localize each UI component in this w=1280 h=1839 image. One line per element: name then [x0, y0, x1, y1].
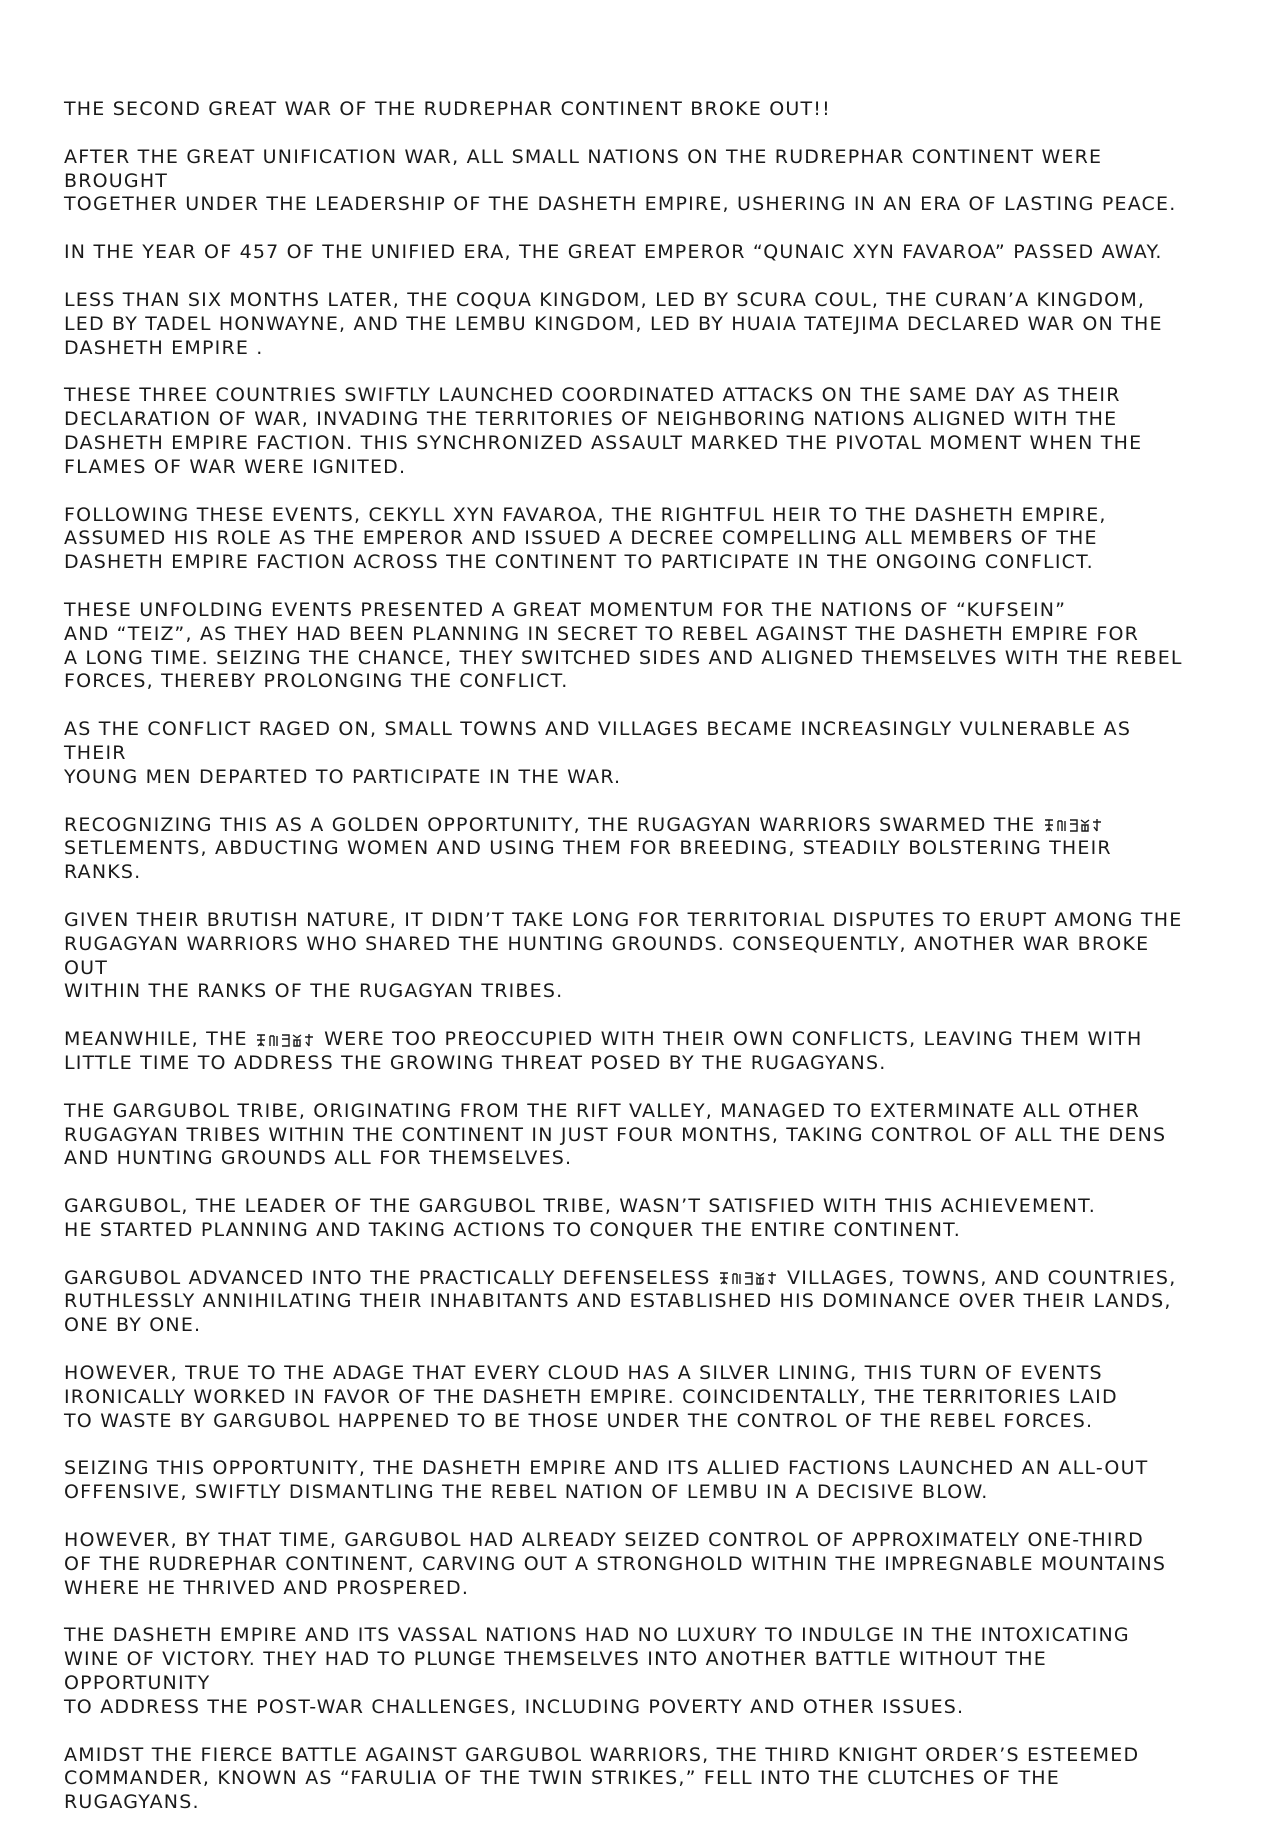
paragraph-9-end: SETLEMENTS, ABDUCTING WOMEN AND USING THEM FOR BREEDING, STEADILY BOLSTERING THEIR RANKS. [64, 837, 1112, 884]
fictional-script-glyph-icon [1043, 814, 1105, 838]
paragraph-19: AMIDST THE FIERCE BATTLE AGAINST GARGUBOL WARRIORS, THE THIRD KNIGHT ORDER’S ESTEEMED COMMANDER, KNOWN AS “FARULIA OF THE TWIN STRIKES,” FELL INTO THE CLUTCHES OF THE RUGAGYANS. [64, 1743, 1140, 1814]
paragraph-7: THESE UNFOLDING EVENTS PRESENTED A GREAT MOMENTUM FOR THE NATIONS OF “KUFSEIN” AND “TEIZ”, AS THEY HAD BEEN PLANNING IN SECRET TO REBEL AGAINST THE DASHETH EMPIRE FOR A LONG TIME. SEIZING THE CHANCE, THEY SWITCHED SIDES AND ALIGNED THEMSELVES WITH THE REBEL FORCES, THEREBY PROLONGING THE CONFLICT. [64, 598, 1183, 693]
paragraph-1: THE SECOND GREAT WAR OF THE RUDREPHAR CONTINENT BROKE OUT!! [64, 98, 831, 120]
paragraph-12: THE GARGUBOL TRIBE, ORIGINATING FROM THE RIFT VALLEY, MANAGED TO EXTERMINATE ALL OTHER RUGAGYAN TRIBES WITHIN THE CONTINENT IN JUST FOUR MONTHS, TAKING CONTROL OF ALL THE DENS AND HUNTING GROUNDS ALL FOR THEMSELVES. [64, 1099, 1167, 1170]
paragraph-4: LESS THAN SIX MONTHS LATER, THE COQUA KINGDOM, LED BY SCURA COUL, THE CURAN’A KINGDOM, LED BY TADEL HONWAYNE, AND THE LEMBU KINGDOM, LED BY HUAIA TATEJIMA DECLARED WAR ON THE DASHETH EMPIRE . [64, 288, 1163, 359]
fictional-script-glyph-icon [255, 1028, 317, 1052]
paragraph-5: THESE THREE COUNTRIES SWIFTLY LAUNCHED COORDINATED ATTACKS ON THE SAME DAY AS THEIR DECLARATION OF WAR, INVADING THE TERRITORIES OF NEIGHBORING NATIONS ALIGNED WITH THE DASHETH EMPIRE FACTION. THIS SYNCHRONIZED ASSAULT MARKED THE PIVOTAL MOMENT WHEN THE FLAMES OF WAR WERE IGNITED. [64, 384, 1143, 478]
paragraph-9-start: RECOGNIZING THIS AS A GOLDEN OPPORTUNITY, THE RUGAGYAN WARRIORS SWARMED THE [64, 813, 1043, 836]
paragraph-17: HOWEVER, BY THAT TIME, GARGUBOL HAD ALREADY SEIZED CONTROL OF APPROXIMATELY ONE-THIRD OF THE RUDREPHAR CONTINENT, CARVING OUT A STRONGHOLD WITHIN THE IMPREGNABLE MOUNTAINS WHERE HE THRIVED AND PROSPERED. [64, 1529, 1167, 1599]
paragraph-8: AS THE CONFLICT RAGED ON, SMALL TOWNS AND VILLAGES BECAME INCREASINGLY VULNERABLE AS THEIR YOUNG MEN DEPARTED TO PARTICIPATE IN THE WAR. [64, 718, 1132, 788]
paragraph-11-end: WERE TOO PREOCCUPIED WITH THEIR OWN CONFLICTS, LEAVING THEM WITH LITTLE TIME TO ADDRESS THE GROWING THREAT POSED BY THE RUGAGYANS. [64, 1028, 1143, 1074]
paragraph-14 [64, 1267, 1194, 1338]
paragraph-16: SEIZING THIS OPPORTUNITY, THE DASHETH EMPIRE AND ITS ALLIED FACTIONS LAUNCHED AN ALL-OUT OFFENSIVE, SWIFTLY DISMANTLING THE REBEL NATION OF LEMBU IN A DECISIVE BLOW. [64, 1457, 1149, 1504]
paragraph-6: FOLLOWING THESE EVENTS, CEKYLL XYN FAVAROA, THE RIGHTFUL HEIR TO THE DASHETH EMPIRE, ASSUMED HIS ROLE AS THE EMPEROR AND ISSUED A DECREE COMPELLING ALL MEMBERS OF THE DASHETH EMPIRE FACTION ACROSS THE CONTINENT TO PARTICIPATE IN THE ONGOING CONFLICT. [64, 503, 1107, 574]
paragraph-2: AFTER THE GREAT UNIFICATION WAR, ALL SMALL NATIONS ON THE RUDREPHAR CONTINENT WERE BROUGHT TOGETHER UNDER THE LEADERSHIP OF THE DASHETH EMPIRE, USHERING IN AN ERA OF LASTING PEACE. [64, 145, 1177, 216]
story-text [64, 98, 1194, 1839]
paragraph-18: THE DASHETH EMPIRE AND ITS VASSAL NATIONS HAD NO LUXURY TO INDULGE IN THE INTOXICATING WINE OF VICTORY. THEY HAD TO PLUNGE THEMSELVES INTO ANOTHER BATTLE WITHOUT THE OPPORTUNITY TO ADDRESS THE POST-WAR CHALLENGES, INCLUDING POVERTY AND OTHER ISSUES. [64, 1624, 1130, 1718]
paragraph-14-start: GARGUBOL ADVANCED INTO THE PRACTICALLY DEFENSELESS [64, 1266, 718, 1289]
paragraph-11 [64, 1028, 1194, 1076]
paragraph-13: GARGUBOL, THE LEADER OF THE GARGUBOL TRIBE, WASN’T SATISFIED WITH THIS ACHIEVEMENT. HE STARTED PLANNING AND TAKING ACTIONS TO CONQUER THE ENTIRE CONTINENT. [64, 1195, 1096, 1241]
paragraph-11-start: MEANWHILE, THE [64, 1028, 255, 1051]
paragraph-10: GIVEN THEIR BRUTISH NATURE, IT DIDN’T TAKE LONG FOR TERRITORIAL DISPUTES TO ERUPT AMONG THE RUGAGYAN WARRIORS WHO SHARED THE HUNTING GROUNDS. CONSEQUENTLY, ANOTHER WAR BROKE OUT WITHIN THE RANKS OF THE RUGAGYAN TRIBES. [64, 908, 1183, 1003]
fictional-script-glyph-icon [718, 1267, 780, 1291]
paragraph-14-end: VILLAGES, TOWNS, AND COUNTRIES, RUTHLESSLY ANNIHILATING THEIR INHABITANTS AND ESTABLISHED HIS DOMINANCE OVER THEIR LANDS, ONE BY ONE. [64, 1266, 1177, 1337]
paragraph-9 [64, 814, 1194, 885]
paragraph-15: HOWEVER, TRUE TO THE ADAGE THAT EVERY CLOUD HAS A SILVER LINING, THIS TURN OF EVENTS IRONICALLY WORKED IN FAVOR OF THE DASHETH EMPIRE. COINCIDENTALLY, THE TERRITORIES LAID TO WASTE BY GARGUBOL HAPPENED TO BE THOSE UNDER THE CONTROL OF THE REBEL FORCES. [64, 1362, 1118, 1432]
paragraph-3: IN THE YEAR OF 457 OF THE UNIFIED ERA, THE GREAT EMPEROR “QUNAIC XYN FAVAROA” PASSED AWAY. [64, 241, 1163, 264]
